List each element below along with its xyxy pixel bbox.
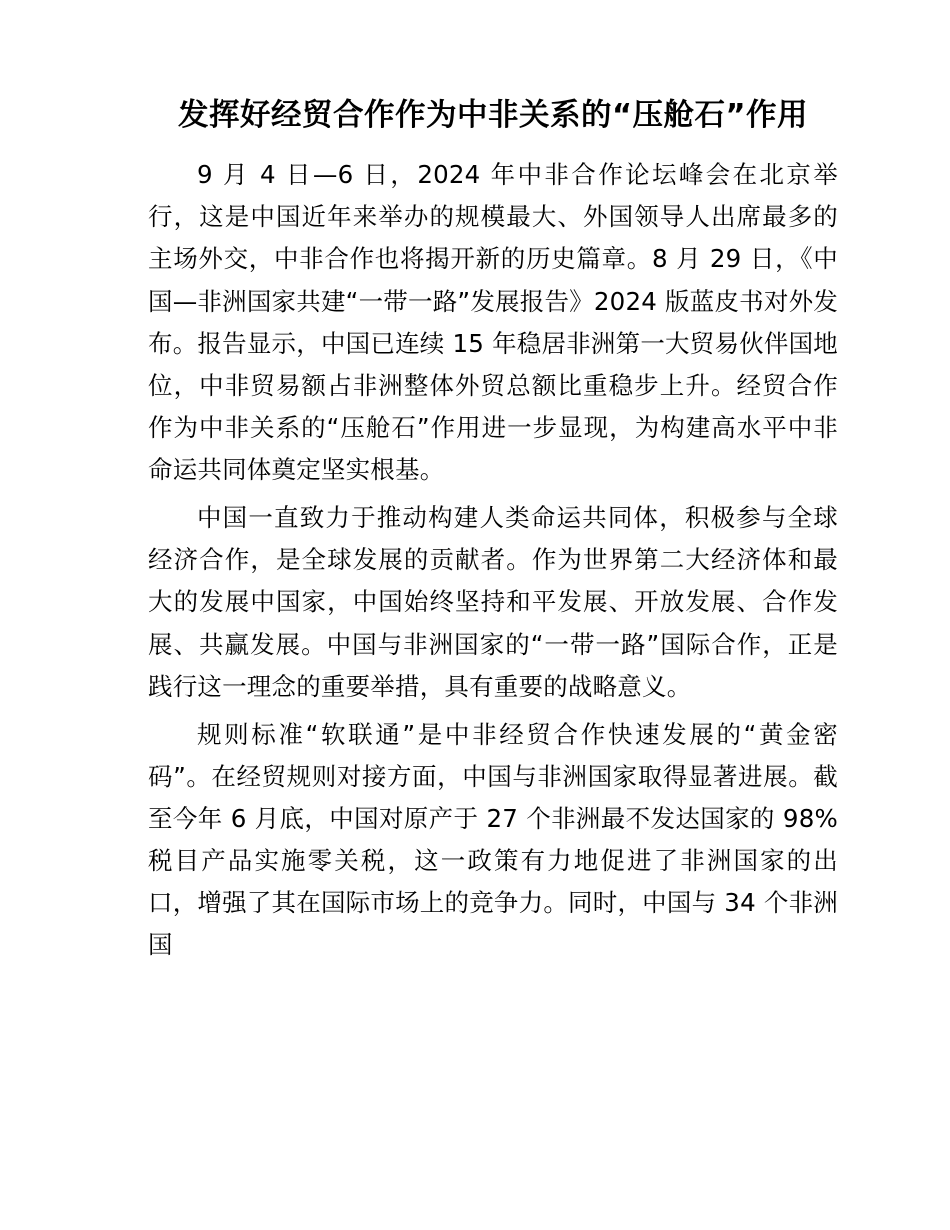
- paragraph-3: 规则标准“软联通”是中非经贸合作快速发展的“黄金密码”。在经贸规则对接方面，中国与非洲国家取得显著进展。截至今年 6 月底，中国对原产于 27 个非洲最不发达国家的 98%税目产品实施零关税，这一政策有力地促进了非洲国家的出口，增强了其在国际市场上的竞争力。同时，中国与 34 个非洲国: [148, 719, 838, 960]
- paragraph-1: 9 月 4 日—6 日，2024 年中非合作论坛峰会在北京举行，这是中国近年来举办的规模最大、外国领导人出席最多的主场外交，中非合作也将揭开新的历史篇章。8 月 29 日，《中国—非洲国家共建“一带一路”发展报告》2024 版蓝皮书对外发布。报告显示，中国已连续 15 年稳居非洲第一大贸易伙伴国地位，中非贸易额占非洲整体外贸总额比重稳步上升。经贸合作作为中非关系的“压舱石”作用进一步显现，为构建高水平中非命运共同体奠定坚实根基。: [148, 160, 838, 485]
- page-title: 发挥好经贸合作作为中非关系的“压舱石”作用: [177, 98, 809, 133]
- paragraph-2: 中国一直致力于推动构建人类命运共同体，积极参与全球经济合作，是全球发展的贡献者。作为世界第二大经济体和最大的发展中国家，中国始终坚持和平发展、开放发展、合作发展、共赢发展。中国与非洲国家的“一带一路”国际合作，正是践行这一理念的重要举措，具有重要的战略意义。: [148, 503, 838, 701]
